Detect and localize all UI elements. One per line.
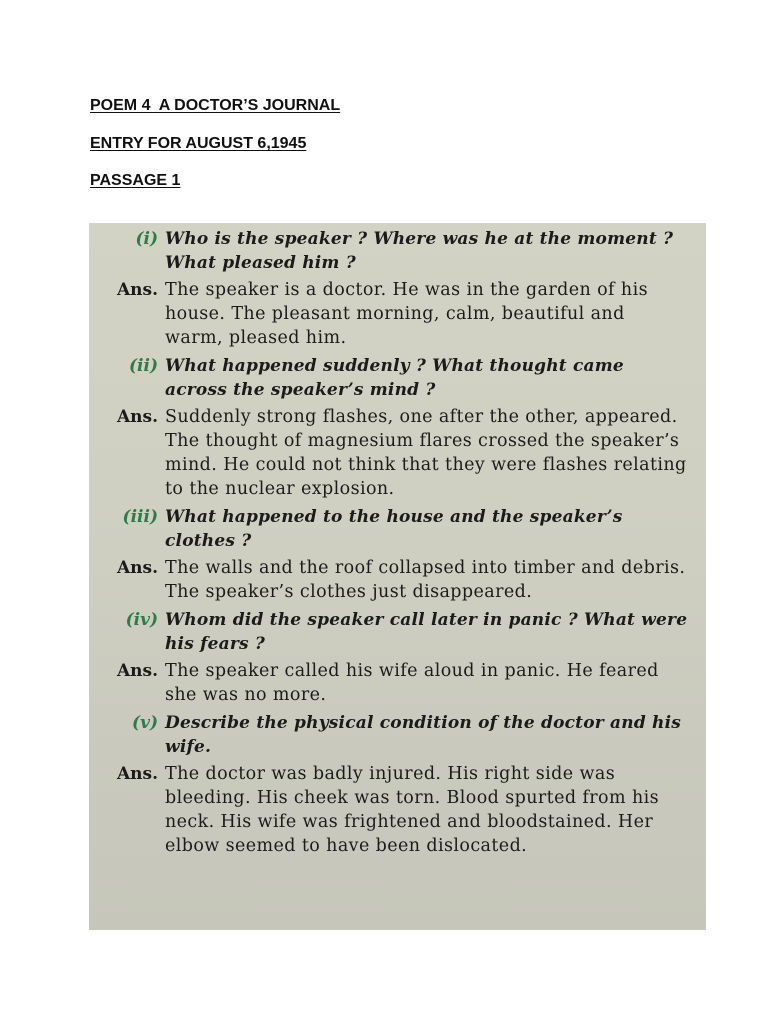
- question-2: [103, 354, 688, 402]
- answer-text: Suddenly strong flashes, one after the other, appeared. The thought of magnesium flares crossed the speaker’s mind. He could not think that they were flashes relating to the nuclear explosion.: [165, 407, 687, 499]
- answer-1: [103, 278, 688, 350]
- question-number: (i): [135, 229, 158, 249]
- answer-label: Ans.: [116, 280, 158, 300]
- answer-text: The doctor was badly injured. His right side was bleeding. His cheek was torn. Blood spurted from his neck. His wife was frightened and bloodstained. Her elbow seemed to have been dislocated.: [165, 764, 660, 856]
- answer-label: Ans.: [116, 661, 158, 681]
- question-3: [103, 505, 688, 553]
- answer-label: Ans.: [116, 407, 158, 427]
- answer-label: Ans.: [116, 558, 158, 578]
- question-text: What happened suddenly ? What thought came across the speaker’s mind ?: [165, 356, 624, 400]
- answer-5: [103, 762, 688, 858]
- question-text: Whom did the speaker call later in panic ? What were his fears ?: [165, 610, 688, 654]
- answer-label: Ans.: [116, 764, 158, 784]
- answer-3: [103, 556, 688, 604]
- answer-4: [103, 659, 688, 707]
- question-number: (iv): [125, 610, 158, 630]
- question-4: [103, 608, 688, 656]
- question-text: Who is the speaker ? Where was he at the moment ? What pleased him ?: [165, 229, 674, 273]
- question-text: Describe the physical condition of the doctor and his wife.: [165, 713, 682, 757]
- question-number: (v): [132, 713, 158, 733]
- answer-text: The speaker called his wife aloud in panic. He feared she was no more.: [165, 661, 659, 705]
- entry-title: ENTRY FOR AUGUST 6,1945: [90, 135, 307, 152]
- textbook-page-photo: [89, 223, 706, 930]
- question-number: (ii): [128, 356, 158, 376]
- question-number: (iii): [122, 507, 158, 527]
- answer-text: The walls and the roof collapsed into timber and debris. The speaker’s clothes just disappeared.: [165, 558, 686, 602]
- passage-title: PASSAGE 1: [90, 172, 181, 189]
- answer-text: The speaker is a doctor. He was in the garden of his house. The pleasant morning, calm, beautiful and warm, pleased him.: [165, 280, 648, 348]
- question-text: What happened to the house and the speaker’s clothes ?: [165, 507, 623, 551]
- poem-title: POEM 4 A DOCTOR’S JOURNAL: [90, 97, 341, 114]
- question-1: [103, 227, 688, 275]
- question-5: [103, 711, 688, 759]
- answer-2: [103, 405, 688, 501]
